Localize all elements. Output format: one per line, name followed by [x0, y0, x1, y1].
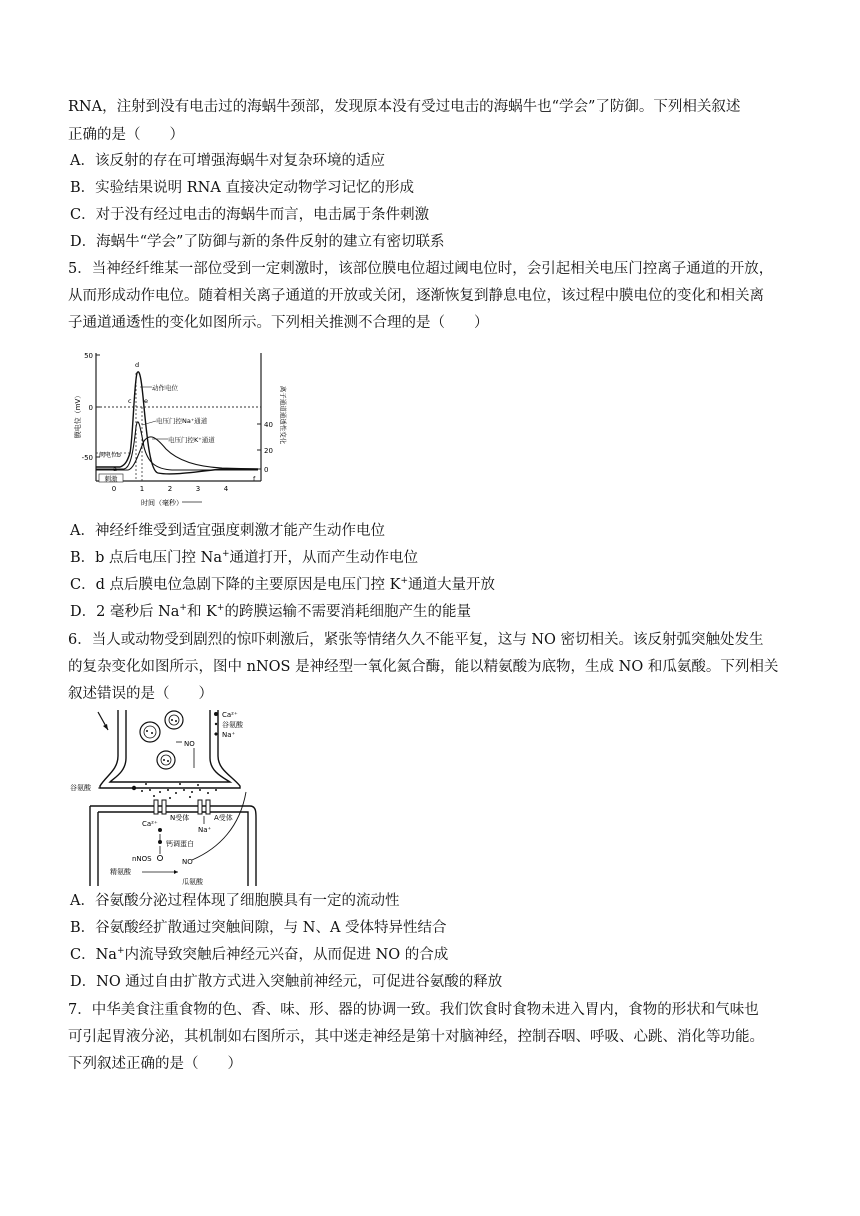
q5-option-a: A．神经纤维受到适宜强度刺激才能产生动作电位: [70, 523, 385, 539]
right-tick-0: 0: [264, 466, 269, 474]
na-channel-curve: [96, 422, 258, 470]
legend-ca: Ca²⁺: [222, 711, 238, 719]
x-tick-1: 1: [139, 485, 145, 493]
arginine-label: 精氨酸: [110, 868, 131, 876]
q7-stem-line3: 下列叙述正确的是（ ）: [68, 1056, 242, 1072]
legend-na: Na⁺: [222, 731, 236, 739]
x-tick-0: 0: [111, 485, 117, 493]
q5-option-d: D．2 毫秒后 Na+和 K+的跨膜运输不需要消耗细胞产生的能量: [70, 603, 471, 620]
q4-option-c: C．对于没有经过电击的海蜗牛而言，电击属于条件刺激: [70, 207, 430, 223]
label-na-channel: 电压门控Na⁺通道: [156, 417, 208, 425]
q5-stem-line3: 子通道通透性的变化如图所示。下列相关推测不合理的是（ ）: [68, 315, 489, 331]
na-label: Na⁺: [198, 826, 212, 834]
x-tick-3: 3: [195, 485, 201, 493]
x-tick-2: 2: [167, 485, 173, 493]
no-top-label: NO: [184, 740, 195, 748]
q7-stem-line2: 可引起胃液分泌，其机制如右图所示，其中迷走神经是第十对脑神经，控制吞咽、呼吸、心跳、消化等功能。: [68, 1029, 764, 1045]
x-tick-4: 4: [223, 485, 229, 493]
point-a: a: [113, 465, 117, 473]
q6-option-c: C．Na+内流导致突触后神经元兴奋，从而促进 NO 的合成: [70, 946, 449, 963]
q4-option-a: A．该反射的存在可增强海蜗牛对复杂环境的适应: [70, 153, 385, 169]
membrane-potential-svg: [72, 345, 287, 513]
q5-option-c: C．d 点后膜电位急剧下降的主要原因是电压门控 K+通道大量开放: [70, 576, 495, 593]
point-d: d: [135, 361, 140, 369]
ca-label: Ca²⁺: [142, 820, 158, 828]
legend-glutamate: 谷氨酸: [222, 721, 243, 729]
membrane-potential-figure: [72, 345, 287, 513]
q6-stem-line2: 的复杂变化如图所示，图中 nNOS 是神经型一氧化氮合酶，能以精氨酸为底物，生成 NO 和瓜氨酸。下列相关: [68, 659, 779, 675]
threshold-label: 阈电位b: [99, 452, 121, 459]
q5-stem-line1: 5．当神经纤维某一部位受到一定刺激时，该部位膜电位超过阈电位时，会引起相关电压门控离子通道的开放，: [68, 261, 774, 277]
a-receptor-label: A受体: [214, 814, 233, 822]
citrulline-label: 瓜氨酸: [182, 878, 203, 886]
q6-option-b: B．谷氨酸经扩散通过突触间隙，与 N、A 受体特异性结合: [70, 920, 447, 936]
point-c: c: [128, 397, 132, 405]
label-action-potential: 动作电位: [152, 384, 178, 392]
y-tick-minus50: -50: [81, 454, 93, 462]
point-e: e: [144, 397, 148, 405]
y-axis-label: 膜电位（mV）: [74, 391, 82, 439]
q4-option-d: D．海蜗牛“学会”了防御与新的条件反射的建立有密切联系: [70, 234, 445, 250]
right-tick-40: 40: [264, 421, 273, 429]
x-axis-label: 时间（毫秒）: [141, 499, 183, 507]
synapse-svg: [70, 708, 276, 886]
glutamate-label: 谷氨酸: [70, 784, 91, 792]
q5-stem-line2: 从而形成动作电位。随着相关离子通道的开放或关闭，逐渐恢复到静息电位，该过程中膜电位的变化和相关离: [68, 288, 764, 304]
q4-stem-line2: 正确的是（ ）: [68, 127, 184, 143]
stimulus-label: 刺激: [104, 475, 118, 483]
right-axis-label: 离子通道通透性变化: [279, 385, 287, 445]
q5-option-b: B．b 点后电压门控 Na+通道打开，从而产生动作电位: [70, 549, 419, 566]
q4-stem-line1: RNA，注射到没有电击过的海蜗牛颈部，发现原本没有受过电击的海蜗牛也“学会”了防御。下列相关叙述: [68, 99, 741, 115]
q6-stem-line1: 6．当人或动物受到剧烈的惊吓刺激后，紧张等情绪久久不能平复，这与 NO 密切相关。该反射弧突触处发生: [68, 632, 764, 648]
q6-option-a: A．谷氨酸分泌过程体现了细胞膜具有一定的流动性: [70, 893, 400, 909]
calmodulin-label: 钙调蛋白: [166, 840, 194, 848]
label-k-channel: 电压门控K⁺通道: [168, 436, 215, 444]
q6-stem-line3: 叙述错误的是（ ）: [68, 686, 213, 702]
y-tick-50: 50: [84, 352, 93, 360]
point-f: f: [253, 475, 256, 483]
right-tick-20: 20: [264, 447, 273, 455]
q7-stem-line1: 7．中华美食注重食物的色、香、味、形、器的协调一致。我们饮食时食物未进入胃内，食物的形状和气味也: [68, 1002, 759, 1018]
y-tick-0: 0: [88, 404, 93, 412]
n-receptor-label: N受体: [170, 814, 190, 822]
q6-option-d: D．NO 通过自由扩散方式进入突触前神经元，可促进谷氨酸的释放: [70, 974, 503, 990]
q4-option-b: B．实验结果说明 RNA 直接决定动物学习记忆的形成: [70, 180, 414, 196]
synapse-figure: [70, 708, 276, 886]
nnos-label: nNOS: [132, 855, 152, 863]
no-bottom-label: NO: [182, 858, 193, 866]
